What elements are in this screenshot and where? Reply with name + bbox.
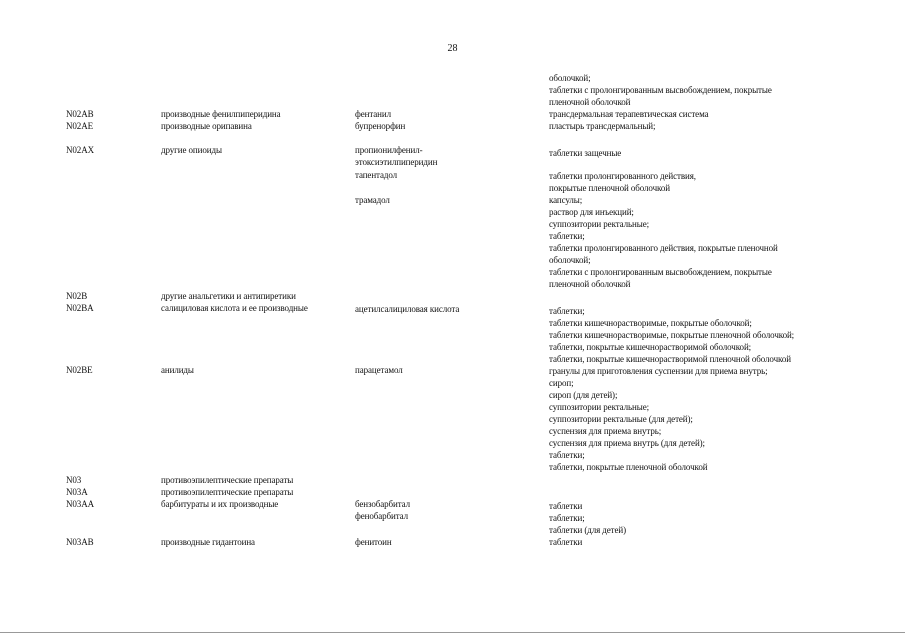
atc-group: другие анальгетики и антипиретики	[161, 291, 296, 301]
bottom-rule	[0, 632, 905, 633]
drug-name: парацетамол	[355, 365, 403, 375]
atc-code: N02AE	[66, 121, 93, 131]
form-line: гранулы для приготовления суспензии для приема внутрь;	[549, 366, 768, 376]
atc-group: салициловая кислота и ее производные	[161, 303, 308, 313]
form-line: трансдермальная терапевтическая система	[549, 109, 709, 119]
drug-name: фенитоин	[355, 537, 392, 547]
form-line: суппозитории ректальные (для детей);	[549, 414, 693, 424]
form-line: пленочной оболочкой	[549, 279, 631, 289]
atc-code: N02B	[66, 291, 88, 301]
page-number: 28	[447, 43, 458, 54]
form-line: таблетки, покрытые кишечнорастворимой оболочкой;	[549, 342, 752, 352]
atc-code: N03	[66, 475, 82, 485]
atc-group: другие опиоиды	[161, 145, 222, 155]
atc-code: N03AA	[66, 499, 94, 509]
form-line: суппозитории ректальные;	[549, 219, 649, 229]
form-line: таблетки (для детей)	[549, 525, 627, 535]
form-line: таблетки с пролонгированным высвобождением, покрытые	[549, 267, 772, 277]
form-line: оболочкой;	[549, 73, 591, 83]
form-line: пленочной оболочкой	[549, 97, 631, 107]
form-line: сироп (для детей);	[549, 390, 618, 400]
form-line: капсулы;	[549, 195, 583, 205]
form-line: таблетки;	[549, 513, 585, 523]
atc-code: N02AB	[66, 109, 94, 119]
form-line: таблетки с пролонгированным высвобождением, покрытые	[549, 85, 772, 95]
form-line: таблетки;	[549, 231, 585, 241]
atc-group: анилиды	[161, 365, 194, 375]
form-line: сироп;	[549, 378, 574, 388]
form-line: суппозитории ректальные;	[549, 402, 649, 412]
form-line: таблетки	[549, 537, 583, 547]
atc-group: барбитураты и их производные	[161, 499, 279, 509]
drug-name: бензобарбитал	[355, 499, 411, 509]
drug-name: бупренорфин	[355, 121, 406, 131]
form-line: таблетки, покрытые кишечнорастворимой пленочной оболочкой	[549, 354, 791, 364]
form-line: покрытые пленочной оболочкой	[549, 183, 670, 193]
form-line: пластырь трансдермальный;	[549, 121, 656, 131]
form-line: суспензия для приема внутрь;	[549, 426, 662, 436]
drug-name: фенобарбитал	[355, 511, 409, 521]
form-line: таблетки кишечнорастворимые, покрытые пленочной оболочкой;	[549, 330, 795, 340]
form-line: таблетки	[549, 501, 583, 511]
atc-code: N03AB	[66, 537, 94, 547]
drug-name: трамадол	[355, 195, 390, 205]
atc-group: противоэпилептические препараты	[161, 487, 294, 497]
drug-name: тапентадол	[355, 170, 398, 180]
atc-code: N03A	[66, 487, 88, 497]
form-line: таблетки пролонгированного действия,	[549, 171, 696, 181]
atc-code: N02BA	[66, 303, 94, 313]
form-line: таблетки пролонгированного действия, покрытые пленочной	[549, 243, 778, 253]
drug-name: ацетилсалициловая кислота	[355, 304, 460, 314]
drug-name: фентанил	[355, 109, 392, 119]
form-line: таблетки кишечнорастворимые, покрытые оболочкой;	[549, 318, 752, 328]
form-line: суспензия для приема внутрь (для детей);	[549, 438, 705, 448]
form-line: таблетки, покрытые пленочной оболочкой	[549, 462, 708, 472]
atc-group: производные фенилпиперидина	[161, 109, 281, 119]
form-line: таблетки;	[549, 306, 585, 316]
drug-name: этоксиэтилпиперидин	[355, 157, 438, 167]
form-line: таблетки защечные	[549, 148, 622, 158]
drug-name: пропионилфенил-	[355, 145, 423, 155]
atc-code: N02AX	[66, 145, 94, 155]
form-line: раствор для инъекций;	[549, 207, 634, 217]
atc-code: N02BE	[66, 365, 93, 375]
atc-group: производные орипавина	[161, 121, 252, 131]
form-line: оболочкой;	[549, 255, 591, 265]
atc-group: противоэпилептические препараты	[161, 475, 294, 485]
form-line: таблетки;	[549, 450, 585, 460]
atc-group: производные гидантоина	[161, 537, 255, 547]
